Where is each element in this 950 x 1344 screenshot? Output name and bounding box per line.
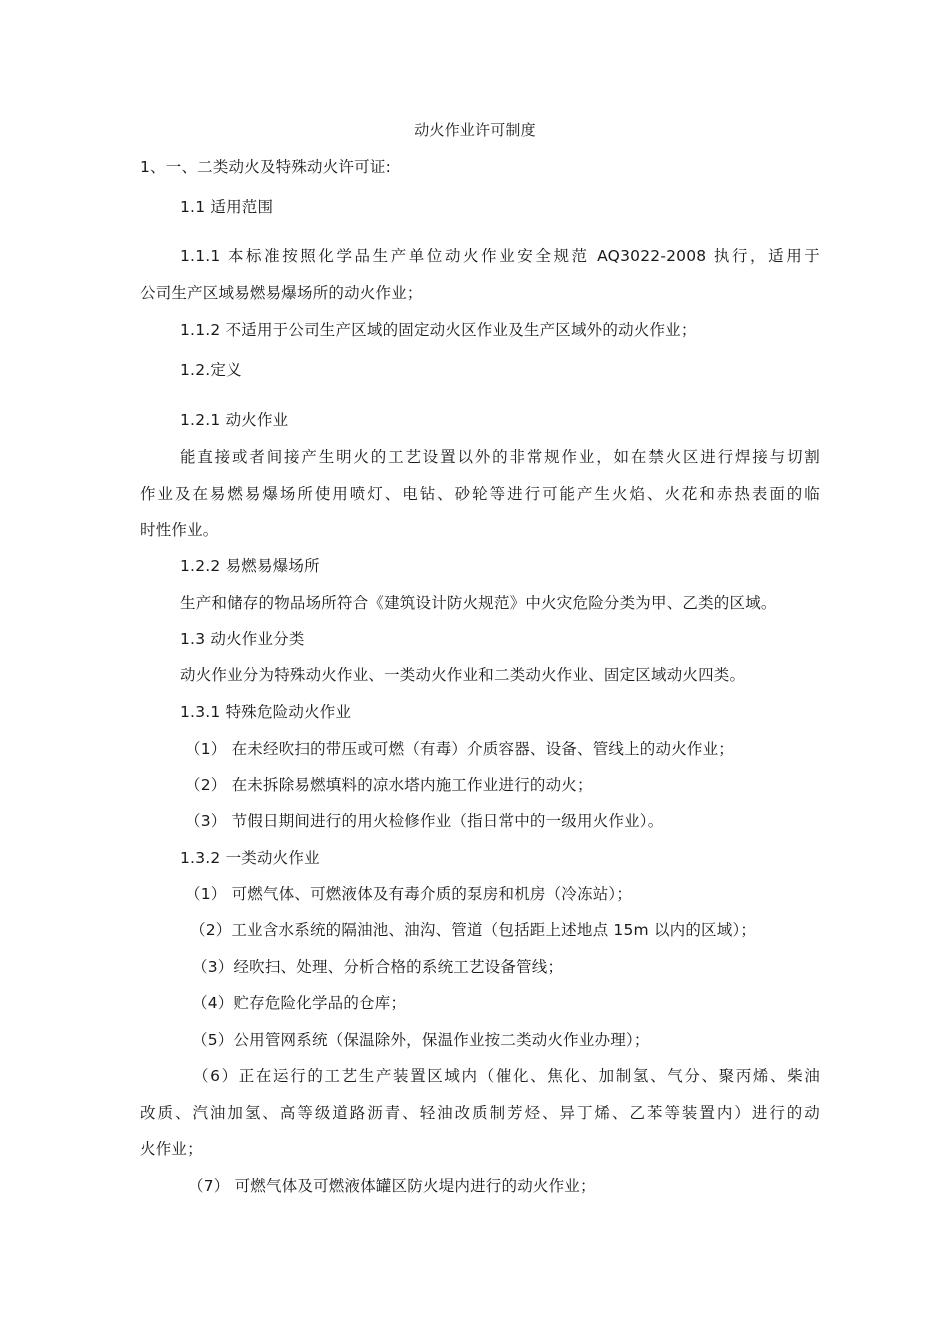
subsection-heading: 1.2.定义 <box>180 361 242 379</box>
subsection-heading: 1.1 适用范围 <box>180 198 274 216</box>
list-item: （5）公用管网系统（保温除外，保温作业按二类动火作业办理）； <box>192 1031 650 1049</box>
subsection-heading: 1.3.2 一类动火作业 <box>180 849 320 867</box>
paragraph-line: 时性作业。 <box>140 521 219 539</box>
list-item: （3）经吹扫、处理、分析合格的系统工艺设备管线； <box>192 958 564 976</box>
paragraph-line: 生产和储存的物品场所符合《建筑设计防火规范》中火灾危险分类为甲、乙类的区域。 <box>180 594 777 612</box>
list-item: （4）贮存危险化学品的仓库； <box>192 994 407 1012</box>
paragraph-line: 1.1.2 不适用于公司生产区域的固定动火区作业及生产区域外的动火作业； <box>180 321 697 339</box>
list-item: （2）工业含水系统的隔油池、油沟、管道（包括距上述地点 15m 以内的区域）； <box>190 921 757 939</box>
list-item: （1） 在未经吹扫的带压或可燃（有毒）介质容器、设备、管线上的动火作业； <box>185 740 734 758</box>
subsection-heading: 1.3 动火作业分类 <box>180 630 305 648</box>
paragraph-line: 动火作业分为特殊动火作业、一类动火作业和二类动火作业、固定区域动火四类。 <box>180 666 746 684</box>
subsection-heading: 1.2.2 易燃易爆场所 <box>180 557 320 575</box>
section-heading: 1、一、二类动火及特殊动火许可证: <box>140 158 391 176</box>
subsection-heading: 1.2.1 动火作业 <box>180 411 289 429</box>
list-item: （7） 可燃气体及可燃液体罐区防火堤内进行的动火作业； <box>188 1177 596 1195</box>
list-item: （2） 在未拆除易燃填料的凉水塔内施工作业进行的动火； <box>185 776 593 794</box>
list-item: （1） 可燃气体、可燃液体及有毒介质的泵房和机房（冷冻站）； <box>185 885 633 903</box>
paragraph-line: 能直接或者间接产生明火的工艺设置以外的非常规作业，如在禁火区进行焊接与切割 <box>180 448 820 466</box>
paragraph-line: 1.1.1 本标准按照化学品生产单位动火作业安全规范 AQ3022-2008 执行，适用于 <box>180 247 820 265</box>
list-item: （3） 节假日期间进行的用火检修作业（指日常中的一级用火作业）。 <box>185 812 664 830</box>
subsection-heading: 1.3.1 特殊危险动火作业 <box>180 703 352 721</box>
paragraph-line: 火作业； <box>140 1140 203 1158</box>
paragraph-line: 改质、汽油加氢、高等级道路沥青、轻油改质制芳烃、异丁烯、乙苯等装置内）进行的动 <box>140 1104 820 1122</box>
paragraph-line: 作业及在易燃易爆场所使用喷灯、电钻、砂轮等进行可能产生火焰、火花和赤热表面的临 <box>140 485 820 503</box>
list-item: （6）正在运行的工艺生产装置区域内（催化、焦化、加制氢、气分、聚丙烯、柴油 <box>193 1067 820 1085</box>
document-title: 动火作业许可制度 <box>414 121 536 139</box>
paragraph-line: 公司生产区域易燃易爆场所的动火作业； <box>140 284 423 302</box>
